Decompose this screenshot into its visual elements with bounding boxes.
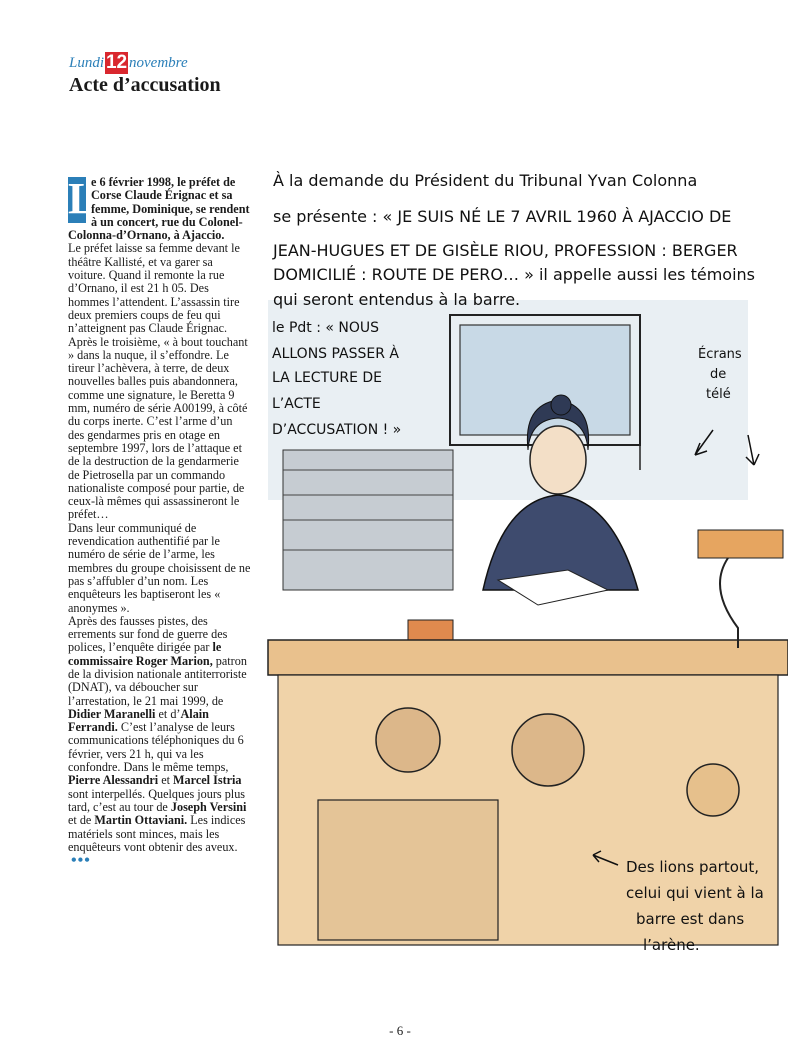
svg-text:qui seront entendus à la barre: qui seront entendus à la barre. — [273, 290, 521, 309]
nameplate — [408, 620, 453, 642]
article-paragraph-1: Le préfet laisse sa femme devant le théâtre Kallisté, et va garer sa voiture. Quand il remonte la rue d’Ornano, il est 21 h 05. Des hommes l’attendent. L’assassin tire deux premiers coups de feu qui n’atteignent pas Claude Érignac. Après le troisième, « à bout touchant » dans la nuque, il s’effondre. Le tireur l’achèvera, à terre, de deux nouvelles balles puis abandonnera, comme une signature, le Beretta 9 mm, numéro de série A00199, à côté du corps inerte. C’est l’arme d’un des gendarmes pris en otage en septembre 1997, lors de l’attaque et de la destruction de la gendarmerie de Pietrosella par un commando nationaliste composé pour partie, de ceux-là mêmes qui assassineront le préfet… — [68, 241, 248, 522]
article-paragraph-2: Dans leur communiqué de revendication authentifié par le numéro de série de l’arme, les membres du groupe choisissent de ne pas s’affubler d’un nom. Les enquêteurs les baptiseront les « anonymes ». — [68, 520, 251, 615]
lion-carving-2 — [512, 714, 584, 786]
svg-text:celui qui vient à la: celui qui vient à la — [626, 884, 764, 902]
continue-marker: ••• — [71, 852, 91, 870]
day-label: Lundi — [69, 54, 105, 71]
svg-text:de: de — [710, 367, 727, 382]
judge-face — [530, 426, 586, 494]
svg-text:le Pdt : « NOUS: le Pdt : « NOUS — [272, 320, 380, 336]
courtroom-illustration — [258, 150, 788, 1010]
svg-text:DOMICILIÉ : ROUTE DE PERO… » i: DOMICILIÉ : ROUTE DE PERO… » il appelle aussi les témoins — [273, 265, 755, 284]
article-lead: e 6 février 1998, le préfet de Corse Claude Érignac et sa femme, Dominique, se rendent à un concert, rue du Colonel-Colonna-d’Ornano, à Ajaccio. — [68, 175, 250, 243]
carved-panel — [318, 800, 498, 940]
svg-text:barre est dans: barre est dans — [636, 910, 745, 928]
page-number: - 6 - — [389, 1023, 411, 1038]
rosette — [687, 764, 739, 816]
svg-text:se présente : « JE SUIS NÉ LE: se présente : « JE SUIS NÉ LE 7 AVRIL 1960 À AJACCIO DE — [273, 207, 732, 226]
svg-text:l’arène.: l’arène. — [643, 936, 700, 954]
desk-top — [268, 640, 788, 675]
svg-text:L’ACTE: L’ACTE — [272, 396, 321, 412]
dropcap: L — [68, 174, 98, 223]
article-column — [68, 176, 251, 868]
svg-text:télé: télé — [706, 387, 731, 402]
svg-text:Écrans: Écrans — [698, 347, 742, 362]
svg-text:ALLONS PASSER À: ALLONS PASSER À — [272, 346, 400, 362]
svg-text:À la demande du Président du T: À la demande du Président du Tribunal Yvan Colonna — [273, 171, 698, 190]
article-paragraph-3: Après des fausses pistes, des errements sur fond de guerre des polices, l’enquête dirigée par le commissaire Roger Marion, patron de la division nationale antiterroriste (DNAT), va déboucher sur l’arrestation, le 21 mai 1999, de Didier Maranelli et d’Alain Ferrandi. C’est l’analyse de leurs communications téléphoniques du 6 février, vers 21 h, qui va les confondre. Dans le même temps, Pierre Alessandri et Marcel Istria sont interpellés. Quelques jours plus tard, c’est au tour de Joseph Versini et de Martin Ottaviani. Les indices matériels sont minces, mais les enquêteurs vont obtenir des aveux. ••• — [68, 613, 247, 870]
page-title: Acte d’accusation — [69, 74, 221, 96]
month-label: novembre — [129, 54, 188, 71]
date-header — [69, 50, 188, 76]
svg-text:D’ACCUSATION ! »: D’ACCUSATION ! » — [272, 422, 402, 438]
svg-text:Des lions partout,: Des lions partout, — [626, 858, 760, 876]
svg-text:JEAN-HUGUES ET DE GISÈLE RIOU,: JEAN-HUGUES ET DE GISÈLE RIOU, PROFESSION : BERGER — [273, 241, 738, 260]
date-number-badge: 12 — [105, 52, 128, 73]
lion-carving-1 — [376, 708, 440, 772]
svg-text:LA LECTURE DE: LA LECTURE DE — [272, 370, 383, 386]
handwritten-caption — [272, 171, 755, 309]
desk-lamp — [698, 530, 783, 558]
